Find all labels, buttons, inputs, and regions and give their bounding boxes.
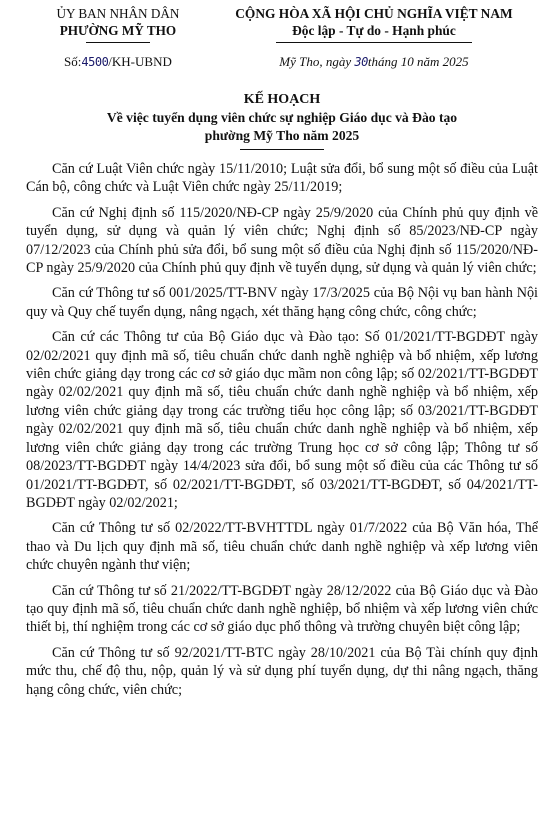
date-suffix: tháng 10 năm 2025 bbox=[367, 54, 469, 69]
legal-basis-paragraph: Căn cứ Thông tư số 21/2022/TT-BGDĐT ngày 28/12/2022 của Bộ Giáo dục và Đào tạo quy định mã số, tiêu chuẩn chức danh nghề nghiệp, bổ nhiệm và xếp lương viên chức thiết bị, thí nghiệm trong các cơ sở giáo dục phổ thông và trường chuyên biệt công lập; bbox=[26, 582, 538, 636]
agency-name: ỦY BAN NHÂN DÂN bbox=[56, 6, 180, 21]
document-meta bbox=[26, 54, 538, 70]
date-prefix: Mỹ Tho, ngày bbox=[279, 54, 355, 69]
title-underline bbox=[240, 149, 324, 150]
legal-basis-paragraph: Căn cứ Thông tư số 001/2025/TT-BNV ngày 17/3/2025 của Bộ Nội vụ ban hành Nội quy và Quy chế tuyển dụng, nâng ngạch, xét thăng hạng công chức, công chức; bbox=[26, 285, 538, 320]
legal-basis-paragraph: Căn cứ Thông tư số 92/2021/TT-BTC ngày 28/10/2021 của Bộ Tài chính quy định mức thu, chế độ thu, nộp, quản lý và sử dụng phí tuyển dụng, dự thi nâng ngạch, thăng hạng công chức, viên chức; bbox=[26, 644, 538, 698]
motto-underline bbox=[276, 42, 472, 43]
place-and-date bbox=[210, 54, 538, 70]
unit-name: PHƯỜNG MỸ THO bbox=[59, 23, 177, 38]
subject-line-2: phường Mỹ Tho năm 2025 bbox=[204, 128, 360, 143]
document-type: KẾ HOẠCH bbox=[243, 92, 321, 107]
date-day-handwritten: 30 bbox=[354, 55, 368, 69]
document-title bbox=[26, 91, 538, 150]
issuing-authority bbox=[26, 6, 210, 43]
subject-line-1: Về việc tuyển dụng viên chức sự nghiệp Giáo dục và Đào tạo bbox=[106, 110, 458, 125]
legal-basis-paragraph: Căn cứ Nghị định số 115/2020/NĐ-CP ngày 25/9/2020 của Chính phủ quy định về tuyển dụng, sử dụng và quản lý viên chức; Nghị định số 85/2023/NĐ-CP ngày 07/12/2023 của Chính phủ sửa đổi, bổ sung một số điều của Nghị định số 115/2020/NĐ-CP ngày 25/9/2020 của Chính phủ quy định về tuyển dụng, sử dụng và quản lý viên chức; bbox=[26, 204, 538, 277]
docno-prefix: Số: bbox=[64, 54, 82, 69]
unit-underline bbox=[86, 42, 150, 43]
legal-basis-paragraph: Căn cứ các Thông tư của Bộ Giáo dục và Đào tạo: Số 01/2021/TT-BGDĐT ngày 02/02/2021 quy định mã số, tiêu chuẩn chức danh nghề nghiệp và bổ nhiệm, xếp lương viên chức giảng dạy trong các cơ sở giáo dục mầm non công lập; số 02/2021/TT-BGDĐT ngày 02/02/2021 quy định mã số, tiêu chuẩn chức danh nghề nghiệp và bổ nhiệm, xếp lương viên chức giảng dạy trong các trường tiểu học công lập; số 03/2021/TT-BGDĐT ngày 02/02/2021 quy định mã số, tiêu chuẩn chức danh nghề nghiệp và bổ nhiệm, xếp lương viên chức giảng dạy trong các trường Trung học cơ sở công lập; Thông tư số 08/2023/TT-BGDĐT ngày 14/4/2023 sửa đổi, bổ sung một số điều của các Thông tư số 01/2021/TT-BGDĐT, số 02/2021/TT-BGDĐT, số 03/2021/TT-BGDĐT, số 04/2021/TT-BGDĐT ngày 02/02/2021; bbox=[26, 329, 538, 511]
national-motto: Độc lập - Tự do - Hạnh phúc bbox=[292, 23, 456, 38]
document-header bbox=[26, 0, 538, 43]
document-number bbox=[26, 54, 210, 70]
legal-basis-paragraph: Căn cứ Thông tư số 02/2022/TT-BVHTTDL ngày 01/7/2022 của Bộ Văn hóa, Thể thao và Du lịch quy định mã số, tiêu chuẩn chức danh nghề nghiệp và xếp lương viên chức chuyên ngành thư viện; bbox=[26, 520, 538, 574]
docno-handwritten: 4500 bbox=[81, 55, 109, 69]
legal-basis-paragraph: Căn cứ Luật Viên chức ngày 15/11/2010; Luật sửa đổi, bổ sung một số điều của Luật Cán bộ, công chức và Luật Viên chức ngày 25/11/2019; bbox=[26, 161, 538, 196]
docno-suffix: /KH-UBND bbox=[108, 54, 172, 69]
national-heading bbox=[210, 6, 538, 43]
document-body bbox=[26, 160, 538, 699]
national-title: CỘNG HÒA XÃ HỘI CHỦ NGHĨA VIỆT NAM bbox=[235, 6, 513, 21]
